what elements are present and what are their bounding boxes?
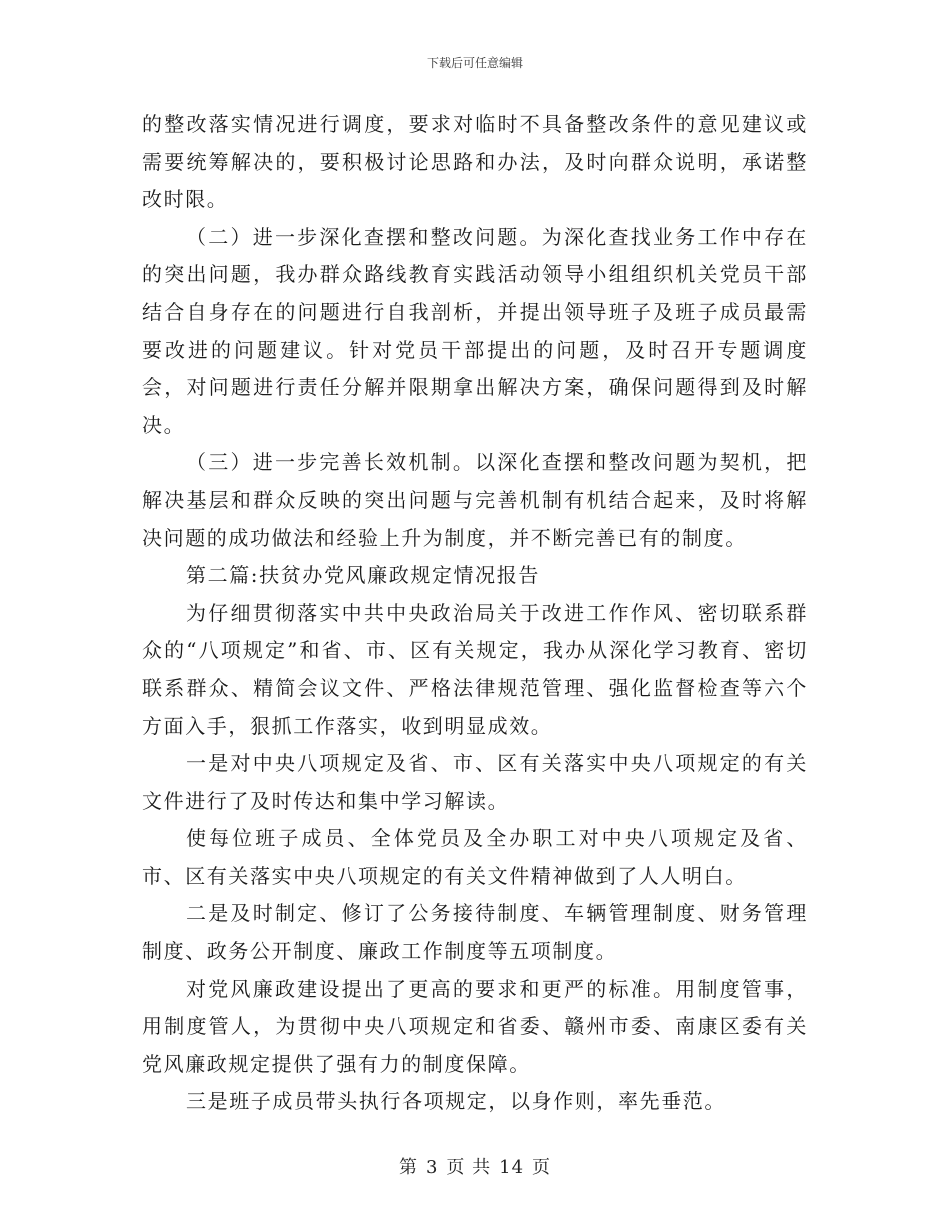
paragraph-9: 对党风廉政建设提出了更高的要求和更严的标准。用制度管事，用制度管人，为贯彻中央八项规定和省委、赣州市委、南康区委有关党风廉政规定提供了强有力的制度保障。 <box>142 976 808 1076</box>
footer-prefix: 第 <box>398 1157 418 1178</box>
page-header: 下载后可任意编辑 <box>426 56 523 70</box>
paragraph-8: 二是及时制定、修订了公务接待制度、车辆管理制度、财务管理制度、政务公开制度、廉政工作制度等五项制度。 <box>142 901 808 964</box>
page-number: 3 <box>425 1157 439 1178</box>
paragraph-1: 的整改落实情况进行调度，要求对临时不具备整改条件的意见建议或需要统筹解决的，要积极讨论思路和办法，及时向群众说明，承诺整改时限。 <box>142 112 808 212</box>
total-pages: 14 <box>499 1157 525 1178</box>
section-heading: 第二篇:扶贫办党风廉政规定情况报告 <box>186 563 540 588</box>
paragraph-2: （二）进一步深化查摆和整改问题。为深化查找业务工作中存在的突出问题，我办群众路线教育实践活动领导小组组织机关党员干部结合自身存在的问题进行自我剖析，并提出领导班子及班子成员最需要改进的问题建议。针对党员干部提出的问题，及时召开专题调度会，对问题进行责任分解并限期拿出解决方案，确保问题得到及时解决。 <box>142 224 808 437</box>
paragraph-5: 为仔细贯彻落实中共中央政治局关于改进工作作风、密切联系群众的“八项规定”和省、市、区有关规定，我办从深化学习教育、密切联系群众、精简会议文件、严格法律规范管理、强化监督检查等六个方面入手，狠抓工作落实，收到明显成效。 <box>142 600 808 738</box>
paragraph-3: （三）进一步完善长效机制。以深化查摆和整改问题为契机，把解决基层和群众反映的突出问题与完善机制有机结合起来，及时将解决问题的成功做法和经验上升为制度，并不断完善已有的制度。 <box>142 450 808 550</box>
paragraph-7: 使每位班子成员、全体党员及全办职工对中央八项规定及省、市、区有关落实中央八项规定的有关文件精神做到了人人明白。 <box>142 826 808 888</box>
footer-middle: 页 共 <box>446 1157 492 1178</box>
paragraph-6: 一是对中央八项规定及省、市、区有关落实中央八项规定的有关文件进行了及时传达和集中学习解读。 <box>142 751 808 813</box>
footer-suffix: 页 <box>532 1157 552 1178</box>
document-body <box>142 106 808 1121</box>
paragraph-10: 三是班子成员带头执行各项规定，以身作则，率先垂范。 <box>186 1089 726 1114</box>
page-footer <box>0 1153 950 1179</box>
